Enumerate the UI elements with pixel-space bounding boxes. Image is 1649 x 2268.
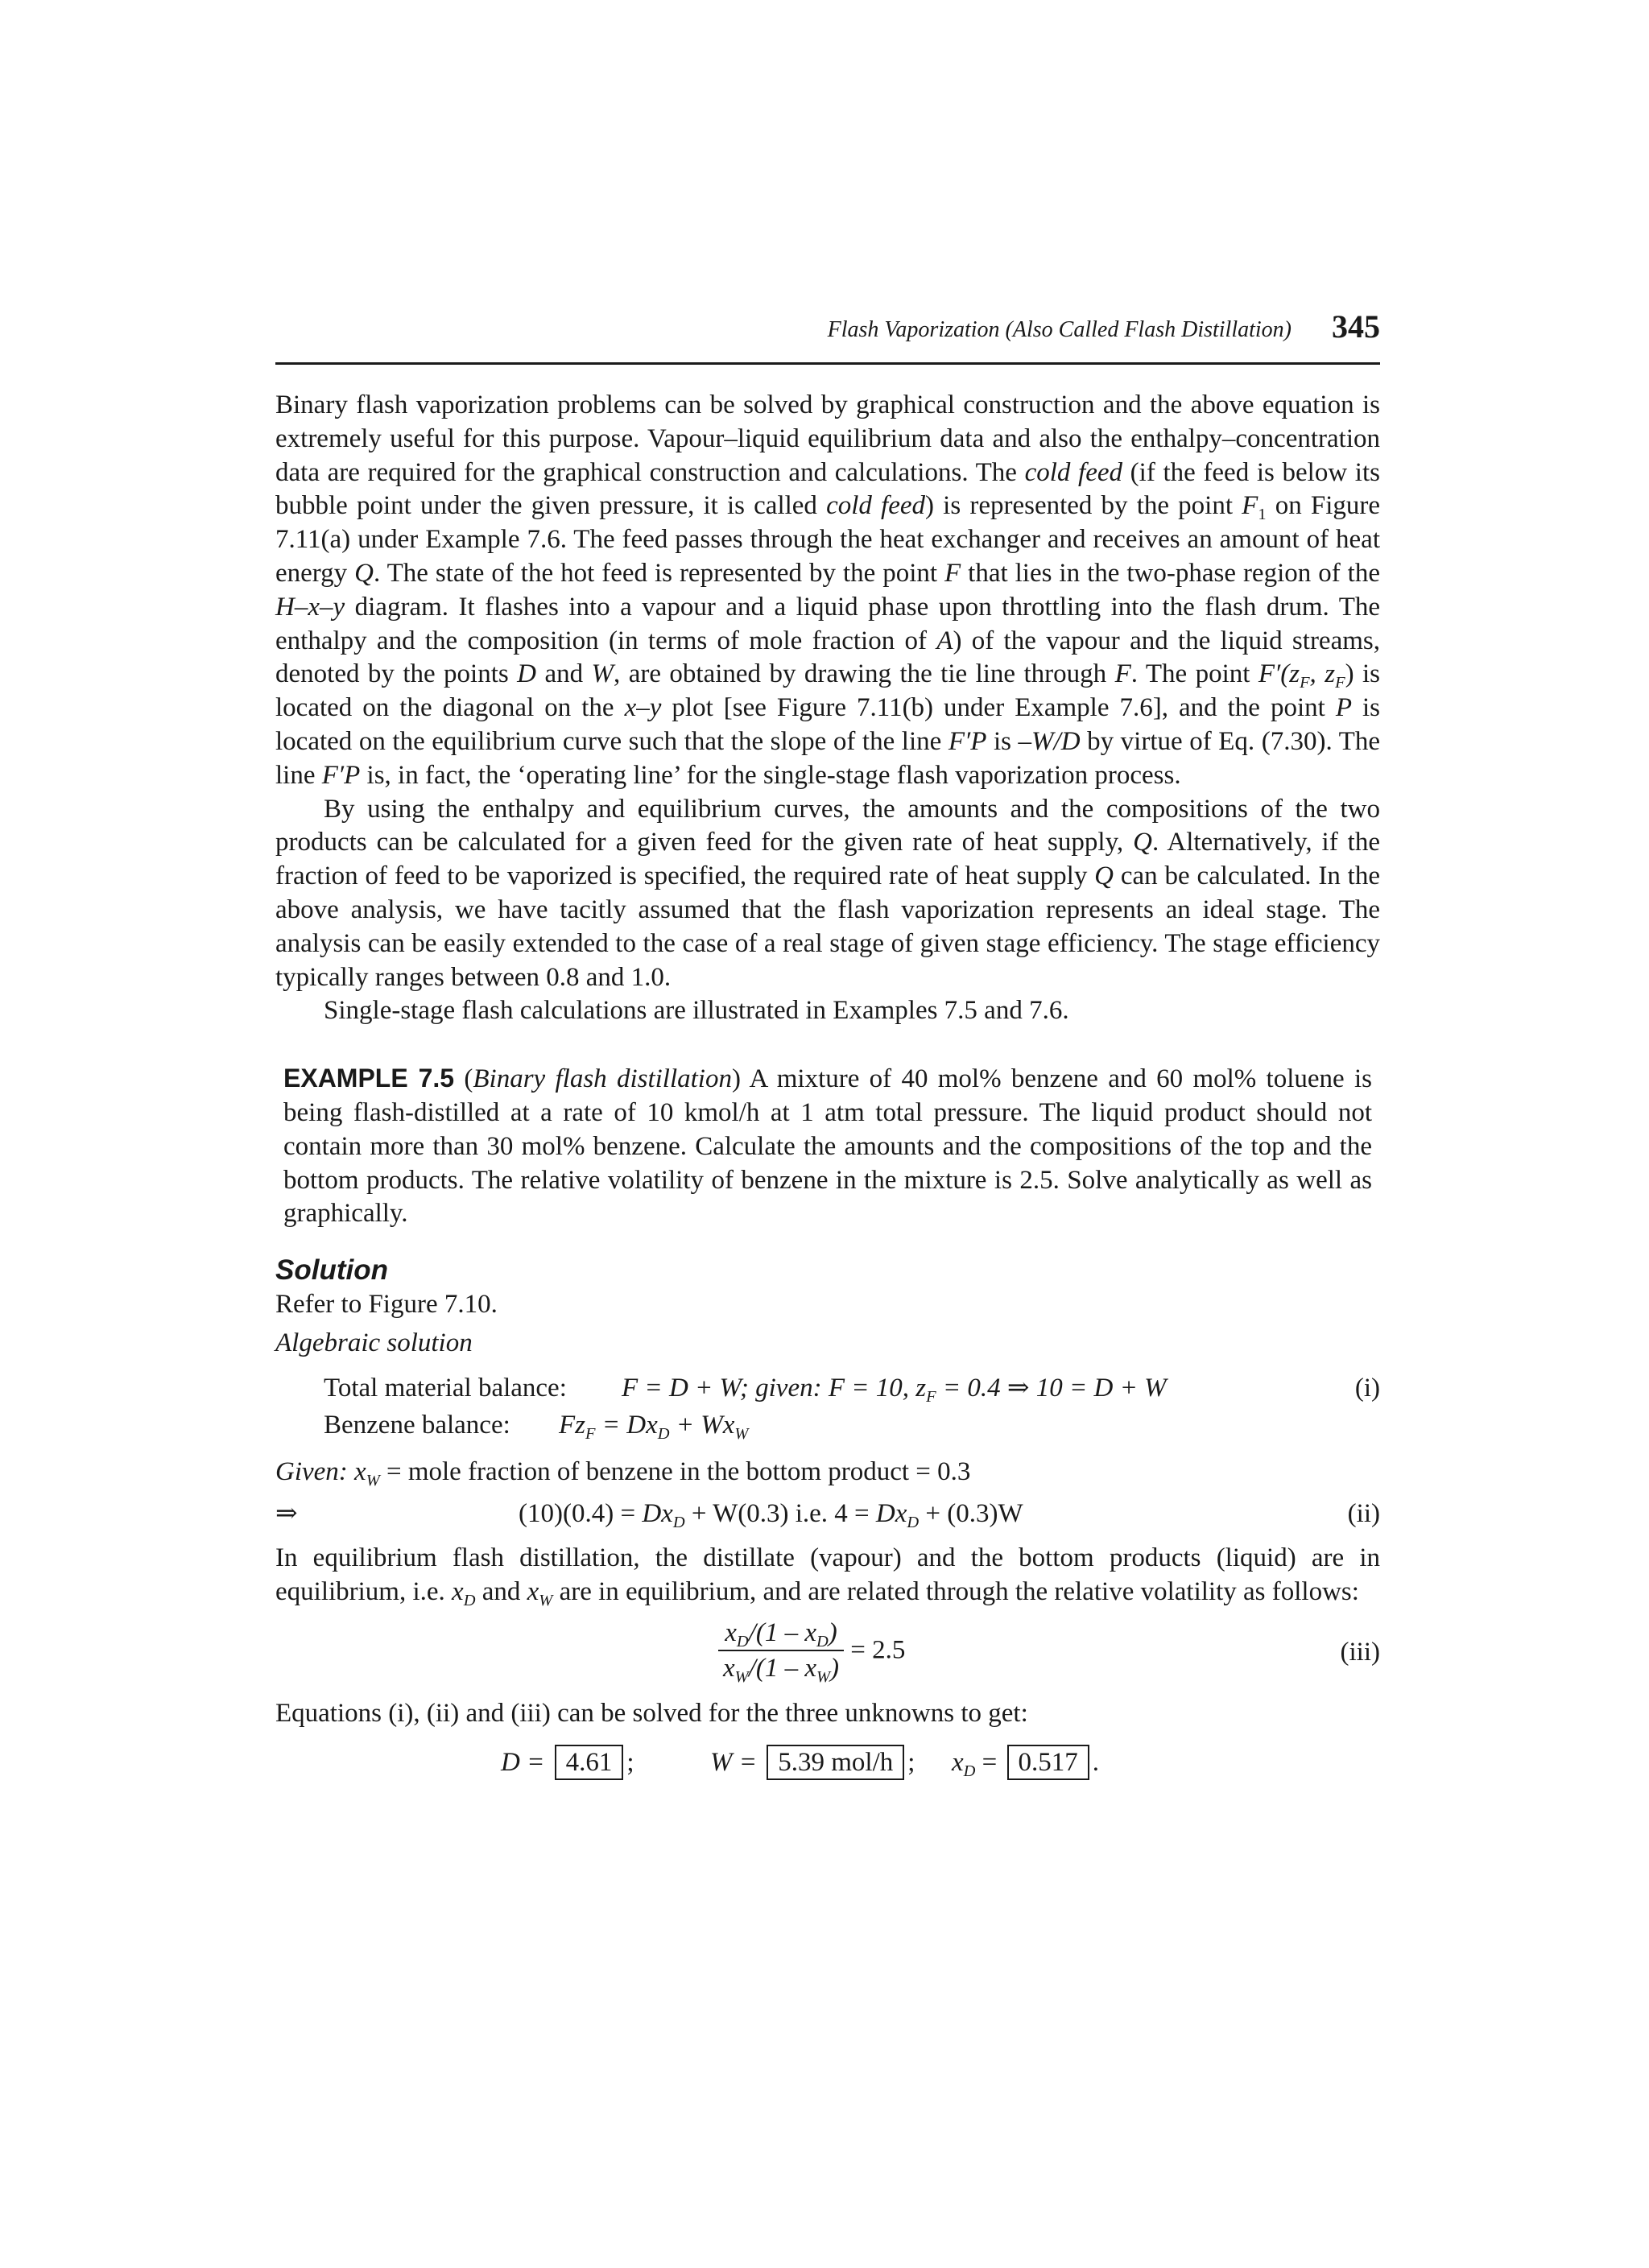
- total-balance-label: Total material balance:: [324, 1374, 567, 1403]
- total-balance-expression: F = D + W; given: F = 10, $z_F = 0.4$ ⇒ 10 = D + W: [622, 1374, 1167, 1407]
- paragraph-flash-vaporization: Binary flash vaporization problems can be solved by graphical construction and the above equation is extremely useful for this purpose. Vapour–liquid equilibrium data and also the enthalpy–concentration data are required for the graphical construction and calculations. The cold feed (if the feed is below its bubble point under the given pressure, it is called cold feed) is represented by the point $F_1$ on Figure 7.11(a) under Example 7.6. The feed passes through the heat exchanger and receives an amount of heat energy Q. The state of the hot feed is represented by the point F that lies in the two-phase region of the H–x–y diagram. It flashes into a vapour and a liquid phase upon throttling into the flash drum. The enthalpy and the composition (in terms of mole fraction of A) of the vapour and the liquid streams, denoted by the points D and W, are obtained by drawing the tie line through F. The point $F'(z_F$, $z_F$) is located on the diagonal on the x–y plot [see Figure 7.11(b) under Example 7.6], and the point P is located on the equilibrium curve such that the slope of the line F′P is –W/D by virtue of Eq. (7.30). The line F′P is, in fact, the ‘operating line’ for the single-stage flash vaporization process.: [275, 390, 1381, 790]
- page-header: [275, 308, 1380, 365]
- result-xd-value: 0.517: [1007, 1745, 1089, 1780]
- result-d-value: 4.61: [555, 1745, 624, 1780]
- example-label: EXAMPLE 7.5: [283, 1064, 455, 1093]
- fraction-numerator: $x_D/(1 - x_D)$: [718, 1616, 844, 1651]
- example-statement: EXAMPLE 7.5 (Binary flash distillation) A mixture of 40 mol% benzene and 60 mol% toluene is being flash-distilled at a rate of 10 kmol/h at 1 atm total pressure. The liquid product should not contain more than 30 mol% benzene. Calculate the amounts and the compositions of the top and the bottom products. The relative volatility of benzene in the mixture is 2.5. Solve analytically as well as graphically.: [283, 1064, 1372, 1229]
- result-xd: $x_D = 0.517$ .: [952, 1740, 1099, 1785]
- page: [275, 308, 1381, 1788]
- equation-ii: [275, 1495, 1380, 1532]
- paragraph-enthalpy-curves: By using the enthalpy and equilibrium curves, the amounts and the compositions of the two products can be calculated for a given feed for the given rate of heat supply, Q. Alternatively, if the fraction of feed to be vaporized is specified, the required rate of heat supply Q can be calculated. In the above analysis, we have tacitly assumed that the flash vaporization represents an ideal stage. The analysis can be easily extended to the case of a real stage of given stage efficiency. The stage efficiency typically ranges between 0.8 and 1.0.: [275, 794, 1380, 992]
- solution-heading: Solution: [275, 1254, 388, 1287]
- equation-benzene-balance: [275, 1407, 1380, 1444]
- relative-volatility-expression: $\frac{x_D/(1 - x_D)}{x_W/(1 - x_W)}$ = 2.5: [718, 1616, 905, 1685]
- result-w: W = 5.39 mol/h ;: [710, 1740, 915, 1785]
- example-title: Binary flash distillation: [473, 1064, 732, 1094]
- implies-arrow: ⇒: [275, 1499, 298, 1529]
- paragraph-equilibrium: In equilibrium flash distillation, the distillate (vapour) and the bottom products (liquid) are in equilibrium, i.e. $x_D$ and $x_W$ are in equilibrium, and are related through the relative volatility as follows:: [275, 1543, 1380, 1610]
- volatility-fraction: [718, 1616, 844, 1685]
- equation-number-iii: (iii): [1340, 1637, 1380, 1667]
- algebraic-solution-heading: Algebraic solution: [275, 1328, 473, 1358]
- given-xw: Given: $x_W$ = mole fraction of benzene in the bottom product = 0.3: [275, 1457, 971, 1490]
- refer-figure: Refer to Figure 7.10.: [275, 1290, 498, 1320]
- results-row: [275, 1740, 1380, 1788]
- fraction-denominator: $x_W/(1 - x_W)$: [723, 1653, 840, 1686]
- equation-ii-expression: $(10)(0.4) = Dx_D + W(0.3)$ i.e. $4 = Dx_D + (0.3)W$: [519, 1499, 1023, 1532]
- page-number: 345: [1332, 308, 1380, 345]
- solve-statement: Equations (i), (ii) and (iii) can be solved for the three unknowns to get:: [275, 1698, 1028, 1728]
- equation-number-i: (i): [1354, 1374, 1380, 1403]
- benzene-balance-expression: $Fz_F = Dx_D + Wx_W$: [559, 1411, 749, 1444]
- equation-total-balance: [275, 1369, 1380, 1407]
- benzene-balance-label: Benzene balance:: [324, 1411, 510, 1440]
- example-7-5: [283, 1062, 1372, 1231]
- equation-iii: [275, 1614, 1380, 1692]
- result-w-value: 5.39 mol/h: [767, 1745, 904, 1780]
- running-title: Flash Vaporization (Also Called Flash Distillation): [827, 317, 1292, 342]
- equation-number-ii: (ii): [1347, 1499, 1380, 1529]
- paragraph-examples-intro: Single-stage flash calculations are illustrated in Examples 7.5 and 7.6.: [324, 996, 1069, 1026]
- result-d: D = 4.61 ;: [501, 1740, 634, 1785]
